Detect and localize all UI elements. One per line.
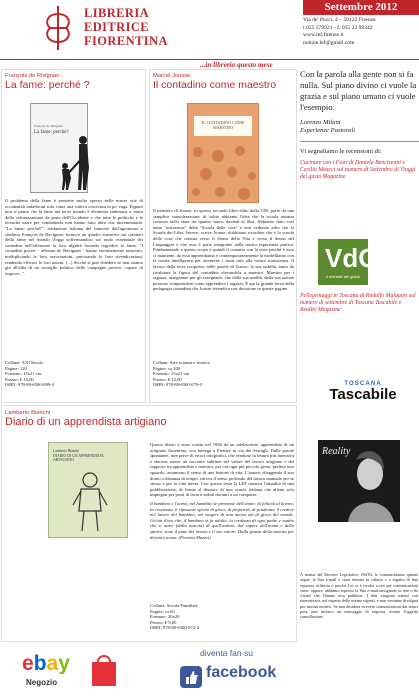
reality-magazine-cover[interactable] xyxy=(318,440,400,522)
book-series: Collana: Arte scienza e tecnica xyxy=(153,360,210,365)
email-link[interactable]: notizie.lef@gmail.com xyxy=(303,39,355,46)
cover-title: La fame: perché? xyxy=(34,130,69,135)
ebay-logo-icon xyxy=(22,652,88,674)
milani-quote: Con la parola alla gente non si fa nulla. Sul piano divino ci vuole la grazia e sul piano umano ci vuole l'esempio. xyxy=(300,69,417,112)
book-author: Marcel Jousse xyxy=(153,73,191,79)
toscana-tascabile-logo[interactable] xyxy=(318,380,408,410)
book-series: Collana: XXI Secolo xyxy=(5,360,44,365)
boy-figure-icon xyxy=(69,471,111,533)
ebay-store-link[interactable] xyxy=(22,648,122,692)
book-details xyxy=(153,360,294,388)
brand-line-3: FIORENTINA xyxy=(84,34,168,48)
quote-author-name: Lorenzo Milani xyxy=(300,119,341,126)
ebay-negozio-label: Negozio xyxy=(26,678,58,687)
shopping-bag-icon xyxy=(90,652,118,688)
reviews-heading: Vi segnaliamo le recensioni di: xyxy=(300,148,382,155)
tagline: ...in libreria questo mese xyxy=(200,61,273,69)
lef-logo-icon xyxy=(40,4,76,52)
brand-line-1: LIBRERIA xyxy=(84,6,150,20)
book-price: Prezzo: € 12,00 xyxy=(153,376,182,382)
reality-title: Reality xyxy=(322,446,351,457)
header xyxy=(0,0,419,60)
book-price: Prezzo: € 9,00 xyxy=(150,619,177,625)
brand-line-2: EDITRICE xyxy=(84,20,150,34)
book-panel-diario xyxy=(1,405,297,642)
vdg-subtitle: il mensile del gusto xyxy=(325,274,361,279)
cover-title: IL CONTADINO COME MAESTRO xyxy=(201,120,245,130)
quote-source: Esperienze Pastorali xyxy=(300,127,356,134)
quote-attribution xyxy=(300,119,419,135)
cover-author: François de Rivignan xyxy=(34,124,64,128)
book-description: Il pensiero di Jousse, in questo secondo libro edito dalla LEF, parte da una semplice considerazione: di solito abbiamo l'idea che la scuola astratta consista nello stare tra quattro mura, davanti ai libri. Abbiamo fatto così tanta "astrazione" della "Scuola delle cose" e non vediamo altro che la Scuola dei Libri. Invece, scrive Jousse, dobbiamo ricordare che è la scuola delle cose che orienta verso il Senso della Vita e verso il Senso del Linguaggio e che essa è parte integrante nella nostra esperienza pratica. Fondamentale a questo scopo è quindi il contatto con la terra perché è essa ci mantiene, da essa apprendiamo e contemporaneamente la modelliamo con la nostra intelligenza per ottenerne i frutti utili alla nostra sussistenza. Il lavoro della terra racquista, nelle parole di Jousse, la sua nobiltà, tanto da rivalutare la figura del contadino elevandola a maestro. Maestro per i ragazzi, insegnante per gli insegnanti, che dalla sua umiltà, dalla sua azione possono comprendere come apprendere i ragazzi. È qui la grande forza della pedagogia contadina che Jousse rivendica con decisione in queste pagine. xyxy=(153,208,294,292)
book-isbn: ISBN: 978-88-6500-070-0 xyxy=(153,382,202,388)
address: Via de' Pucci, 4 – 50122 Firenze xyxy=(303,17,376,23)
book-quote: Il bambino e l'uomo, nel bambino le premesse dell'uomo: la felicità al lavoro, la coscienza, il riposante spirito di gioco, di proprietà, di prudenza; il credere nel lavoro del bambino, nel sorgere di una nuova età di gioco del mondo. Un'età d'oro che, il bambino si fa adulto, la credenza di ogni padre e madre che si nutre (dalla nascita) di quell'ardore, dal sapere dell'uomo e dello spirito, sono il pane del lavoro e il suo valore. Dalla grazia della nascita per divenire uomo. (Fioretta Mazzei) xyxy=(150,500,294,540)
book-pages: Pagine: ca 200 xyxy=(153,365,181,371)
book-title[interactable]: Diario di un apprendista artigiano xyxy=(5,416,167,428)
book-title[interactable]: Il contadino come maestro xyxy=(153,79,277,91)
book-author: François de Rivignan xyxy=(5,73,60,79)
book-description: Il problema della fame è presente molto spesso nelle nostre vite di occidentali indaffarati solo come una cattiva coscienza in po' vaga. Eppure non si pensa che la fame nel terzo mondo è diventata endemica a causa della colonizzazione da parte dell'Occidente e che tutte le politiche e le tecniche usate per combatterla non hanno fatto altro che incrementarla. "La fame: perché?", traduzione italiana del francese dell'agronomo e studioso François de Ravignan, fornisce un quadro esaustivo sui caratteri della fame nel mondo d'oggi soffermandosi sul ruolo essenziale dei contadini nell'affermare la loro dignità facendo regredire la fame. "I contadini poveri - afferma de Ravignan - hanno enormemente innovato, moltiplicando le loro associazioni, precisando le loro rivendicazioni, rendendo efficaci le loro azioni. (...) Sicché si può chiedere se non stiamo già all'alba di un risveglio politico delle campagne povere, capace di imporre..". xyxy=(5,198,143,276)
brand-name xyxy=(84,6,168,48)
book-pages: Pagine: 120 xyxy=(5,365,27,371)
website-link[interactable]: www.lef.firenze.it xyxy=(303,32,344,39)
book-series: Collana: Scuola Familiare xyxy=(150,603,198,608)
book-panel-fame xyxy=(1,69,146,403)
review-cucinare[interactable]: Cucinare con i Fiori di Daniela Bencivenni e Cecilia Meacci sul numero di Settembre di Viaggi del gusto Magazine xyxy=(300,160,416,180)
contact-info xyxy=(303,17,419,47)
book-pages: Pagine: ca 60 xyxy=(150,608,175,614)
privacy-notice: A norma del Decreto Legislativo 196/03, le comunichiamo quanto segue: la Sua e-mail è stata inserita in rubrica e a seguito di Sua espressa richiesta o perché Lei si è rivolto a noi per comunicazioni varie; oppure, abbiamo reperito la Sua e-mail navigando in rete o da e-mail che l'hanno resa pubblica. I dati vengono trattati con riservatezza, nel rispetto delle norme vigenti, e non verranno divulgati per nessun motivo. Se non desidera ricevere comunicazioni dai nostri post, può inviarci un messaggio di risposta, avente l'oggetto cancellazione xyxy=(300,572,418,620)
cover-title: DIARIO DI UN APPRENDISTA ARTIGIANO xyxy=(53,454,104,462)
book-price: Prezzo: € 10,00 xyxy=(5,376,34,382)
book-cover[interactable] xyxy=(187,103,259,203)
fb-line1: diventa fan su xyxy=(200,648,253,658)
book-format: Formato: 20x20 xyxy=(150,614,180,620)
book-format: Formato: 15x21 cm xyxy=(153,371,190,377)
book-format: Formato: 15x21 cm xyxy=(5,371,42,377)
divider xyxy=(300,141,419,142)
book-description-text: Questo diario è stato scritto nel 1946 da un adolescente, apprendista di un artigiano fiorentina, con bottega a Firenze in via dei Serragli. Dalle parole spontanee, non prive di errori ortografici, che rendono la lettura più intensiva e sincera, nasce un racconto sublime nel valore del lavoro artigiano e del rapporto tra apprendista e maestro, per cui ogni più piccolo gesto, perfino uno sguardo, assumono il senso di una lezione di vita. L'autore, rileggendo il suo diario a distanza di tempo, ritrova il senso profondo del lavoro manuale per se stesso e per la città intera. Con questo testo la LEF rinnova l'attualità di una pubblicazione, di fronte al disastro di una scuola italiana che allena solo impiegati per posti di lavoro sedutì davanti a un computer. xyxy=(150,442,294,498)
review-pellegrinaggi[interactable]: Pellegrinaggi in Toscana di Rodolfo Malquori sul numero di settembre di Toscana Tascabile e Reality Magazine xyxy=(300,293,416,313)
month-badge: Settembre 2012 xyxy=(303,0,419,15)
tasc-main: Tascabile xyxy=(329,386,397,403)
facebook-fan-link[interactable] xyxy=(178,646,286,696)
silhouette-figures-icon xyxy=(57,134,91,192)
phone-fax: t.055 579921 - f. 055 23 99342 xyxy=(303,24,373,31)
cover-label xyxy=(194,116,252,136)
vdg-letters: VdG xyxy=(325,243,379,273)
book-details xyxy=(5,360,143,388)
cover-author: Lamberto Bianchi xyxy=(53,449,80,453)
book-panel-contadino xyxy=(149,69,297,403)
book-description xyxy=(150,442,294,540)
header-divider xyxy=(0,59,419,60)
book-isbn: ISBN: 978-88-6500-089-4 xyxy=(5,382,54,388)
svg-text:ebay: ebay xyxy=(22,652,70,674)
fb-wordmark: facebook xyxy=(206,664,277,681)
book-title[interactable]: La fame: perché ? xyxy=(5,79,90,91)
viaggi-del-gusto-logo[interactable] xyxy=(318,239,379,285)
book-details xyxy=(150,603,294,631)
book-cover[interactable] xyxy=(48,442,128,538)
book-isbn: ISBN: 978-88-6500-072-4 xyxy=(150,625,199,631)
pattern-decoration-icon xyxy=(188,142,260,202)
book-cover[interactable] xyxy=(30,103,88,193)
right-column xyxy=(300,69,419,181)
facebook-thumb-icon xyxy=(180,666,202,688)
tasc-top: TOSCANA xyxy=(344,380,382,387)
book-author: Lamberto Bianchi xyxy=(5,410,51,416)
